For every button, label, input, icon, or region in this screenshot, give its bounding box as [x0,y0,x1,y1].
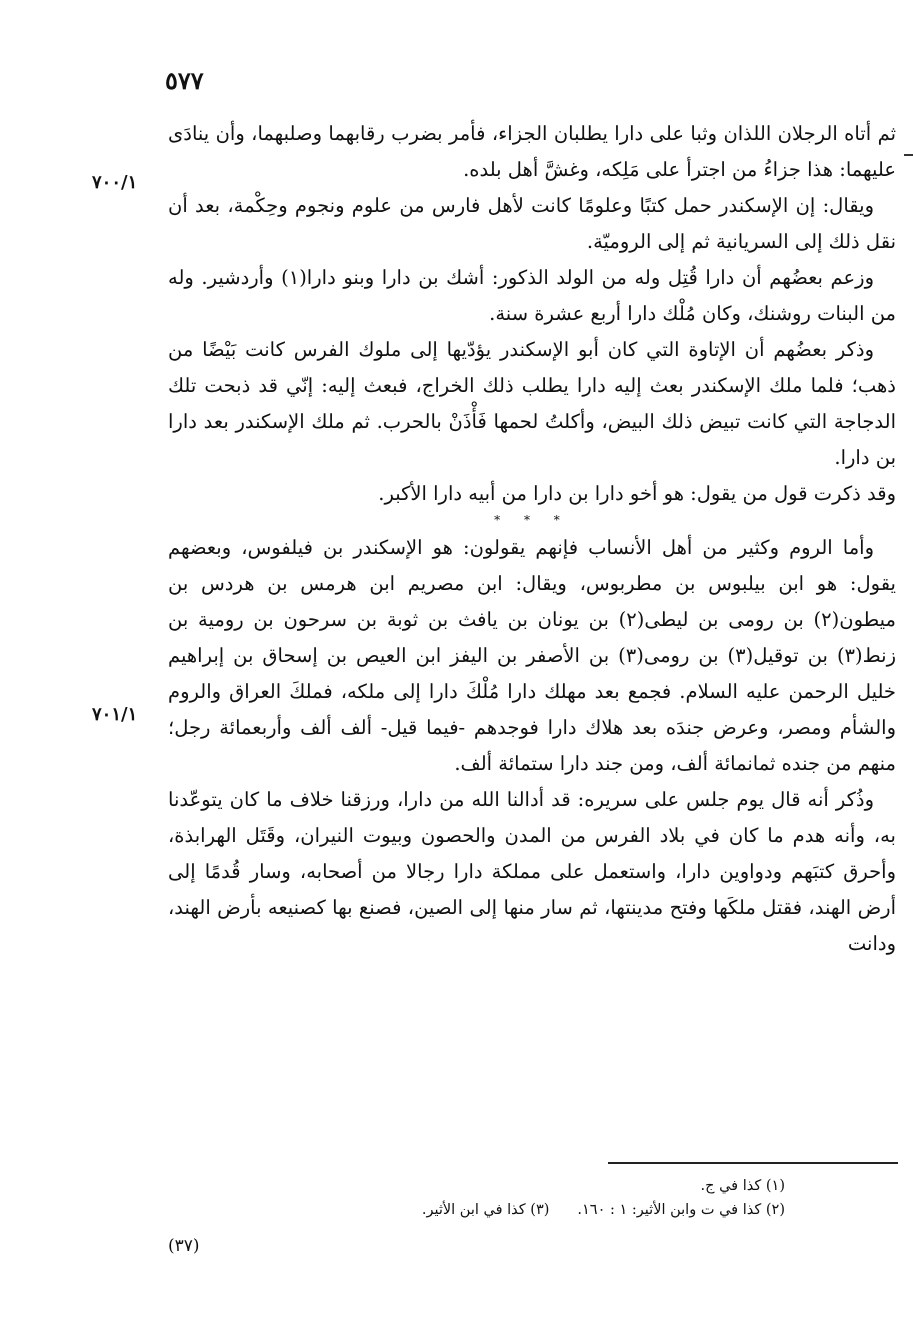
footnote-line-2 [200,1198,785,1222]
paragraph-1: ثم أتاه الرجلان اللذان وثبا على دارا يطلبان الجزاء، فأمر بضرب رقابهما وصلبهما، وأن ينادَى عليهما: هذا جزاءُ من اجترأ على مَلِكه، وغشَّ أهل بلده. [168,122,896,181]
paragraph-2: ويقال: إن الإسكندر حمل كتبًا وعلومًا كانت لأهل فارس من علوم ونجوم وحِكْمة، بعد أن نقل ذلك إلى السريانية ثم إلى الروميّة. [168,194,896,253]
paragraph-7: وذُكر أنه قال يوم جلس على سريره: قد أدالنا الله من دارا، ورزقنا خلاف ما كان يتوعّدنا به، وأنه هدم ما كان في بلاد الفرس من المدن والحصون وبيوت النيران، وقَتَل الهرابذة، وأحرق كتبَهم ودواوين دارا، واستعمل على مملكة دارا رجالا من أصحابه، وسار قُدمًا إلى أرض الهند، فقتل ملكَها وفتح مدينتها، ثم سار منها إلى الصين، فصنع بها كصنيعه بأرض الهند، ودانت [168,788,896,955]
footnote-1: (١) كذا في ج. [700,1178,785,1194]
section-separator: * * * [494,513,570,527]
paragraph-5: وقد ذكرت قول من يقول: هو أخو دارا بن دارا من أبيه دارا الأكبر. [378,482,896,505]
edge-mark [904,154,913,156]
footnote-2: (٢) كذا في ت وابن الأثير: ١ : ١٦٠. [577,1202,785,1218]
page-number: ٥٧٧ [165,66,204,95]
footnote-rule [608,1162,898,1164]
main-text [168,116,896,962]
paragraph-6: وأما الروم وكثير من أهل الأنساب فإنهم يقولون: هو الإسكندر بن فيلفوس، وبعضهم يقول: هو ابن بيلبوس بن مطربوس، ويقال: ابن مصريم ابن هرمس بن هردس بن ميطون(٢) بن رومى بن ليطى(٢) بن يونان بن يافث بن ثوبة بن سرحون بن رومية بن زنط(٣) بن توقيل(٣) بن رومى(٣) بن الأصفر بن اليفز ابن العيص بن إسحاق بن إبراهيم خليل الرحمن عليه السلام. فجمع بعد مهلك دارا مُلْكَ دارا إلى ملكه، فملكَ العراق والروم والشأم ومصر، وعرض جندَه بعد هلاك دارا فوجدهم -فيما قيل- ألف ألف وأربعمائة رجل؛ منهم من جنده ثمانمائة ألف، ومن جند دارا ستمائة ألف. [168,536,896,775]
paragraph-3: وزعم بعضُهم أن دارا قُتِل وله من الولد الذكور: أشك بن دارا وبنو دارا(١) وأردشير. وله من البنات روشنك، وكان مُلْك دارا أربع عشرة سنة. [168,266,896,325]
footnote-3: (٣) كذا في ابن الأثير. [421,1202,550,1218]
signature-mark: (٣٧) [168,1236,200,1256]
margin-reference-2: ٧٠١/١ [92,704,138,725]
margin-reference-1: ٧٠٠/١ [92,172,138,193]
paragraph-4: وذكر بعضُهم أن الإتاوة التي كان أبو الإسكندر يؤدّيها إلى ملوك الفرس كانت بَيْضًا من ذهب؛ فلما ملك الإسكندر بعث إليه دارا يطلب ذلك الخراج، فبعث إليه: إنّي قد ذبحت تلك الدجاجة التي كانت تبيض ذلك البيض، وأكلتُ لحمها فَأْذَنْ بالحرب. ثم ملك الإسكندر بعد دارا بن دارا. [168,338,896,469]
footnotes [200,1174,785,1222]
